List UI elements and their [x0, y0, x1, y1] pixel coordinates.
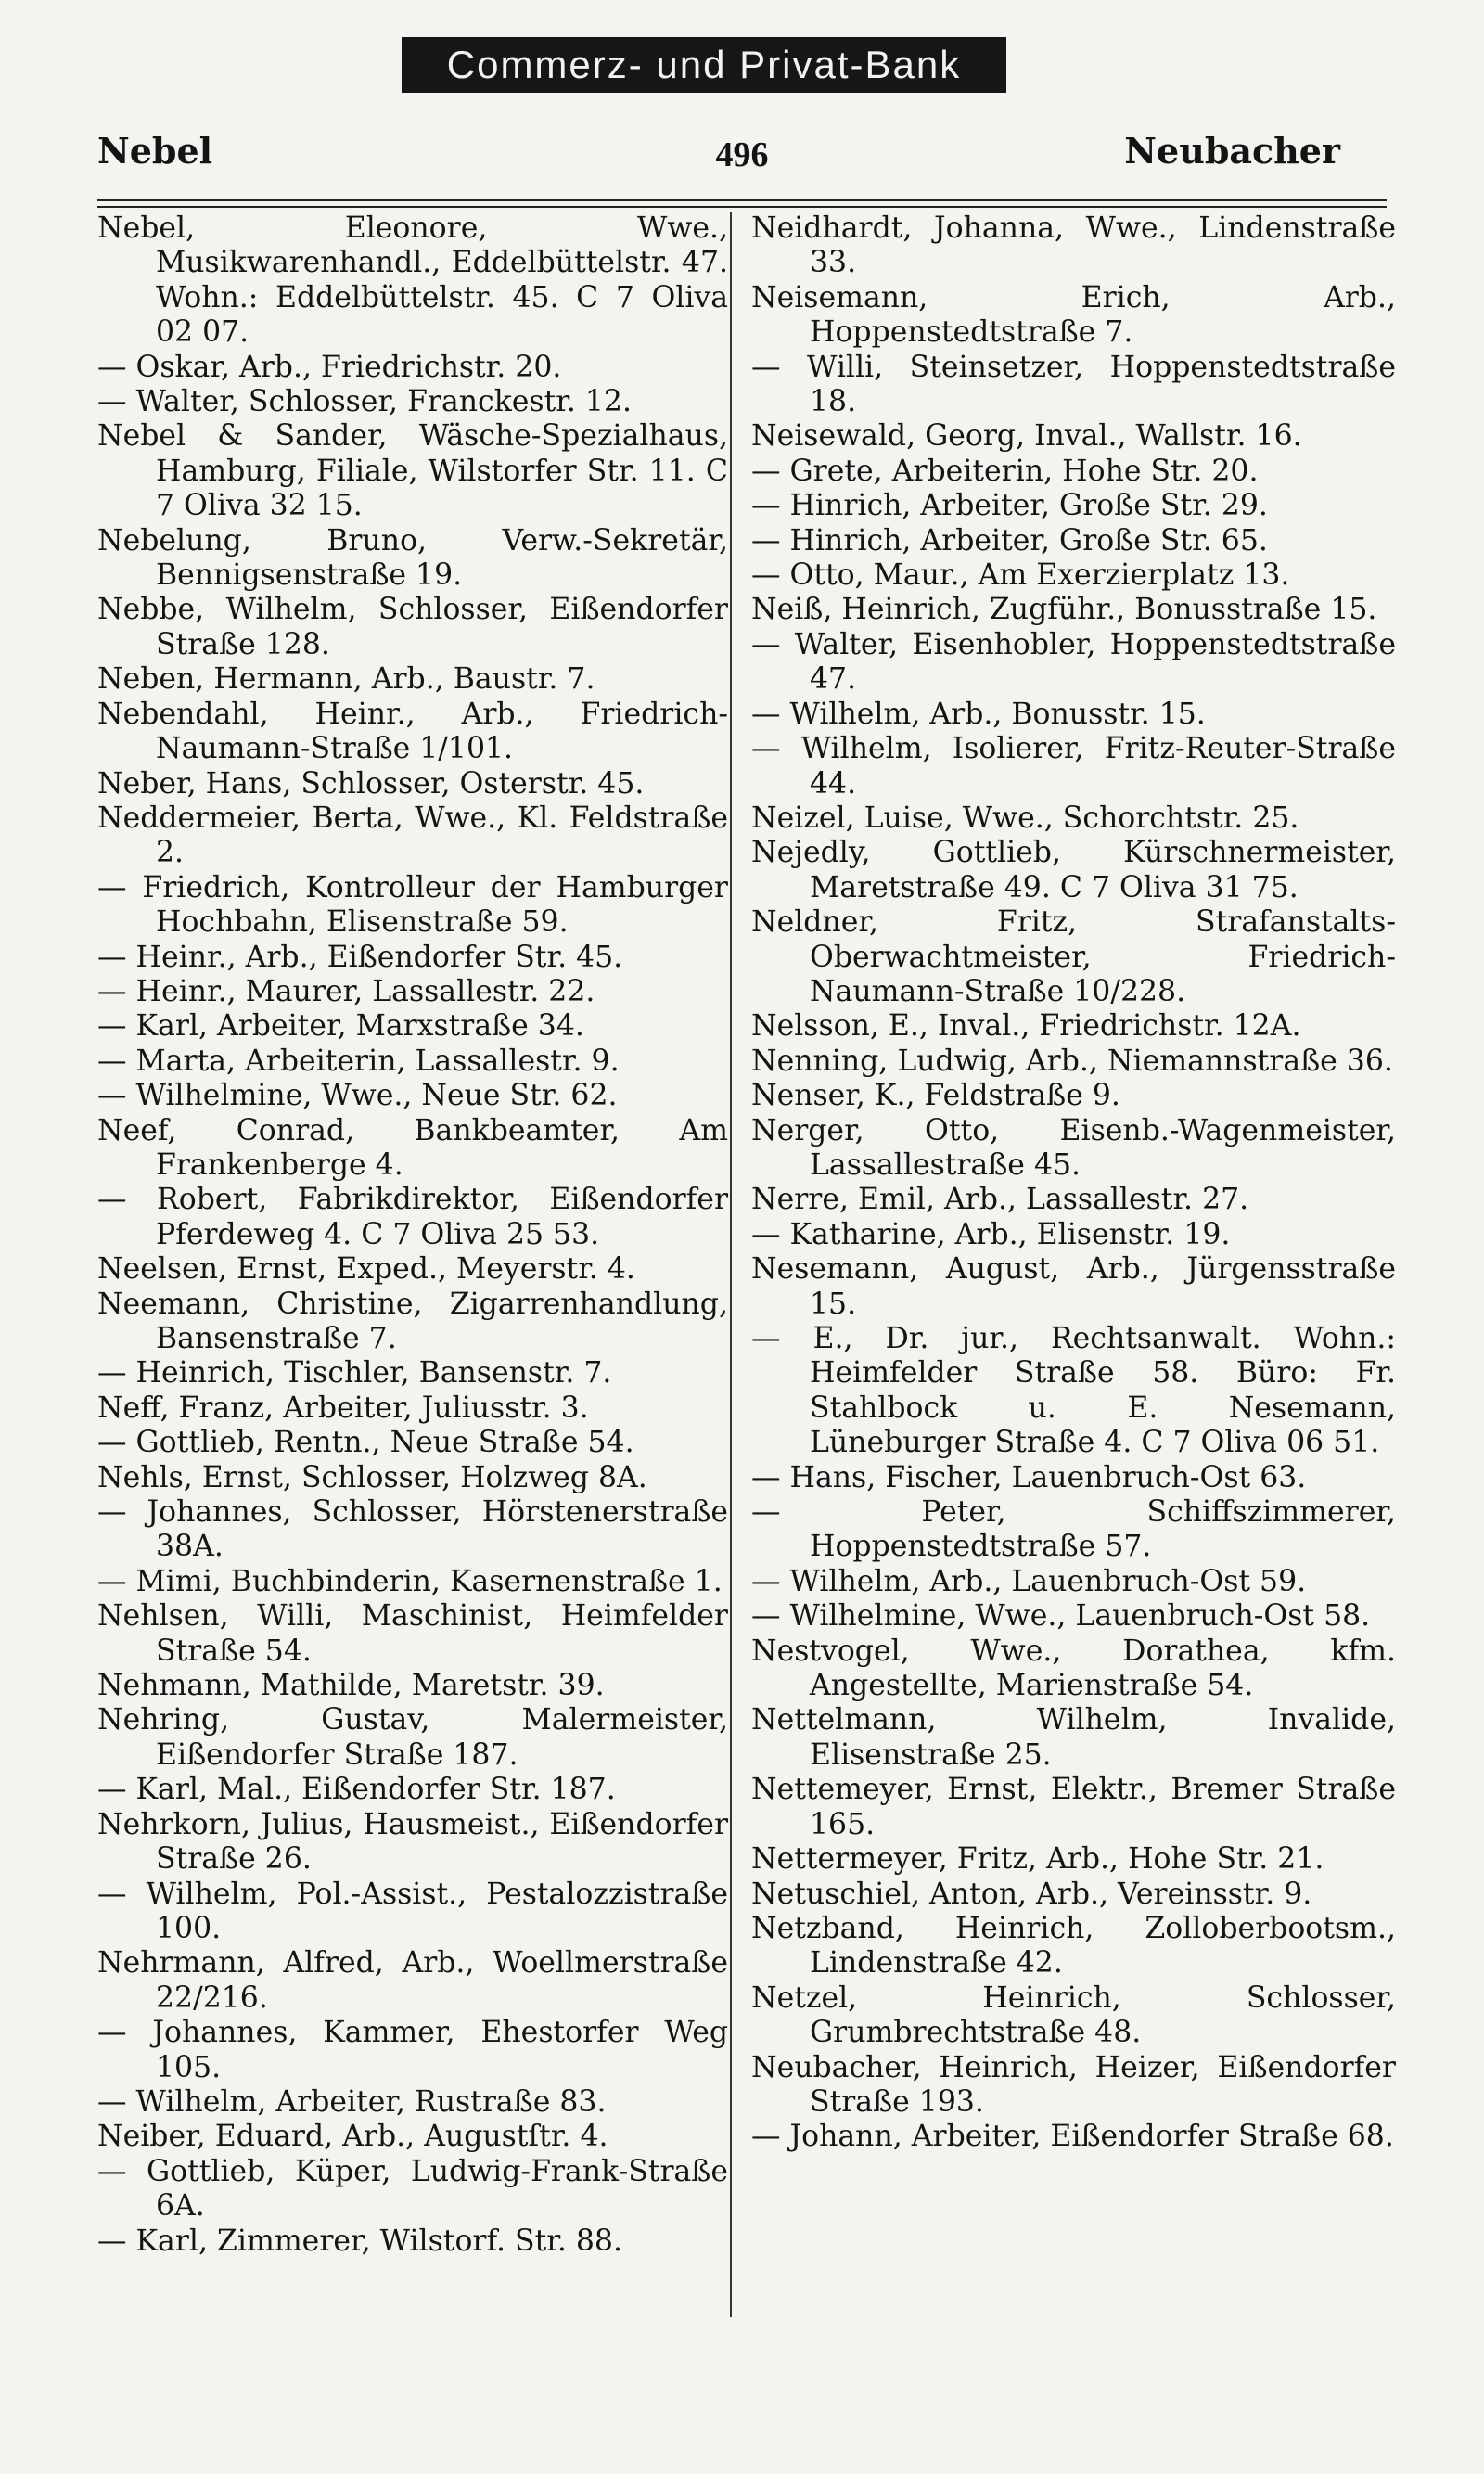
directory-entry: Neubacher, Heinrich, Heizer, Eißendorfer Straße 193. — [751, 2050, 1396, 2119]
directory-entry: — Otto, Maur., Am Exerzierplatz 13. — [751, 558, 1290, 593]
directory-entry: Netzel, Heinrich, Schlosser, Grumbrechtstraße 48. — [751, 1980, 1396, 2050]
directory-entry: Nenser, K., Feldstraße 9. — [751, 1079, 1120, 1113]
directory-entry: — Karl, Zimmerer, Wilstorf. Str. 88. — [97, 2224, 622, 2258]
directory-entry: Nehlsen, Willi, Maschinist, Heimfelder Straße 54. — [97, 1599, 728, 1668]
directory-entry: — Wilhelmine, Wwe., Neue Str. 62. — [97, 1079, 618, 1113]
directory-entry: — Wilhelmine, Wwe., Lauenbruch-Ost 58. — [751, 1599, 1371, 1634]
header-rule-top — [97, 199, 1387, 201]
directory-entry: — Johannes, Kammer, Ehestorfer Weg 105. — [97, 2016, 728, 2084]
directory-entry: — Walter, Eisenhobler, Hoppenstedtstraße 47. — [751, 627, 1396, 697]
directory-entry: — Walter, Schlosser, Franckestr. 12. — [97, 385, 632, 419]
directory-entry: — Hinrich, Arbeiter, Große Str. 29. — [751, 489, 1268, 523]
directory-entry: Nerger, Otto, Eisenb.-Wagenmeister, Lassallestraße 45. — [751, 1113, 1396, 1182]
directory-entry: — Marta, Arbeiterin, Lassallestr. 9. — [97, 1044, 620, 1078]
directory-entry: — Wilhelm, Arbeiter, Rustraße 83. — [97, 2084, 607, 2119]
running-head-left: Nebel — [97, 130, 213, 172]
directory-entry: — Grete, Arbeiterin, Hohe Str. 20. — [751, 454, 1259, 488]
directory-entry: Nettermeyer, Fritz, Arb., Hohe Str. 21. — [751, 1842, 1324, 1877]
directory-entry: Nebendahl, Heinr., Arb., Friedrich-Naumann-Straße 1/101. — [97, 697, 728, 766]
column-divider — [730, 212, 732, 2317]
directory-entry: Nettemeyer, Ernst, Elektr., Bremer Straße 165. — [751, 1773, 1396, 1841]
directory-entry: — Peter, Schiffszimmerer, Hoppenstedtstraße 57. — [751, 1495, 1396, 1564]
directory-entry: — Hans, Fischer, Lauenbruch-Ost 63. — [751, 1460, 1307, 1494]
bank-banner-text: Commerz- und Privat-Bank — [446, 43, 962, 86]
directory-entry: Neiber, Eduard, Arb., Augustſtr. 4. — [97, 2120, 608, 2154]
directory-entry: Neben, Hermann, Arb., Baustr. 7. — [97, 662, 595, 697]
page-number: 496 — [715, 135, 769, 174]
directory-entry: — Karl, Mal., Eißendorfer Str. 187. — [97, 1773, 616, 1807]
directory-entry: — Katharine, Arb., Elisenstr. 19. — [751, 1217, 1231, 1251]
directory-entry: Nenning, Ludwig, Arb., Niemannstraße 36. — [751, 1044, 1393, 1078]
directory-entry: — Karl, Arbeiter, Marxstraße 34. — [97, 1009, 584, 1044]
directory-entry: Nerre, Emil, Arb., Lassallestr. 27. — [751, 1183, 1249, 1217]
directory-entry: — Friedrich, Kontrolleur der Hamburger Hochbahn, Elisenstraße 59. — [97, 870, 728, 940]
running-head-right: Neubacher — [1124, 130, 1340, 172]
directory-entry: Neber, Hans, Schlosser, Osterstr. 45. — [97, 766, 645, 801]
directory-entry: — Gottlieb, Rentn., Neue Straße 54. — [97, 1426, 634, 1460]
directory-entry: Neef, Conrad, Bankbeamter, Am Frankenberge 4. — [97, 1113, 728, 1182]
directory-entry: Neddermeier, Berta, Wwe., Kl. Feldstraße 2. — [97, 801, 728, 870]
directory-entry: — Willi, Steinsetzer, Hoppenstedtstraße 18. — [751, 350, 1396, 419]
left-column — [97, 212, 728, 2259]
directory-entry: — Wilhelm, Arb., Bonusstr. 15. — [751, 697, 1206, 731]
directory-entry: Netzband, Heinrich, Zolloberbootsm., Lindenstraße 42. — [751, 1911, 1396, 1980]
directory-entry: Nebbe, Wilhelm, Schlosser, Eißendorfer Straße 128. — [97, 593, 728, 661]
directory-entry: Neisemann, Erich, Arb., Hoppenstedtstraße 7. — [751, 280, 1396, 350]
right-column — [751, 212, 1396, 2155]
bank-banner — [402, 37, 1006, 93]
directory-entry: Nehls, Ernst, Schlosser, Holzweg 8A. — [97, 1460, 647, 1494]
directory-entry: Nebelung, Bruno, Verw.-Sekretär, Bennigsenstraße 19. — [97, 523, 728, 593]
directory-entry: — Johann, Arbeiter, Eißendorfer Straße 68. — [751, 2120, 1394, 2154]
directory-entry: — Heinrich, Tischler, Bansenstr. 7. — [97, 1356, 612, 1391]
directory-entry: Nehrmann, Alfred, Arb., Woellmerstraße 22/216. — [97, 1946, 728, 2015]
directory-entry: Nettelmann, Wilhelm, Invalide, Elisenstraße 25. — [751, 1703, 1396, 1772]
directory-entry: — Wilhelm, Isolierer, Fritz-Reuter-Straße 44. — [751, 732, 1396, 801]
directory-entry: — Heinr., Maurer, Lassallestr. 22. — [97, 974, 595, 1008]
directory-entry: Nesemann, August, Arb., Jürgensstraße 15. — [751, 1252, 1396, 1321]
directory-entry: — Wilhelm, Pol.-Assist., Pestalozzistraße 100. — [97, 1877, 728, 1945]
directory-entry: — Robert, Fabrikdirektor, Eißendorfer Pferdeweg 4. C 7 Oliva 25 53. — [97, 1183, 728, 1251]
directory-entry: Nestvogel, Wwe., Dorathea, kfm. Angestellte, Marienstraße 54. — [751, 1634, 1396, 1703]
directory-entry: Nebel & Sander, Wäsche-Spezialhaus, Hamburg, Filiale, Wilstorfer Str. 11. C 7 Oliva 32 15. — [97, 419, 728, 523]
directory-entry: Neemann, Christine, Zigarrenhandlung, Bansenstraße 7. — [97, 1287, 728, 1355]
directory-entry: — Johannes, Schlosser, Hörstenerstraße 38A. — [97, 1495, 728, 1564]
directory-entry: — Heinr., Arb., Eißendorfer Str. 45. — [97, 940, 623, 974]
directory-entry: Neisewald, Georg, Inval., Wallstr. 16. — [751, 419, 1302, 454]
directory-entry: Nehmann, Mathilde, Maretstr. 39. — [97, 1669, 605, 1703]
directory-entry: — Oskar, Arb., Friedrichstr. 20. — [97, 350, 562, 384]
directory-entry: — Wilhelm, Arb., Lauenbruch-Ost 59. — [751, 1564, 1307, 1598]
directory-entry: Nelsson, E., Inval., Friedrichstr. 12A. — [751, 1009, 1301, 1044]
directory-entry: Neidhardt, Johanna, Wwe., Lindenstraße 33. — [751, 212, 1396, 280]
directory-entry: Nehring, Gustav, Malermeister, Eißendorfer Straße 187. — [97, 1703, 728, 1772]
directory-entry: Neldner, Fritz, Strafanstalts-Oberwachtmeister, Friedrich-Naumann-Straße 10/228. — [751, 905, 1396, 1008]
directory-entry: Nejedly, Gottlieb, Kürschnermeister, Maretstraße 49. C 7 Oliva 31 75. — [751, 836, 1396, 904]
directory-entry: Nehrkorn, Julius, Hausmeist., Eißendorfer Straße 26. — [97, 1807, 728, 1877]
directory-entry: — E., Dr. jur., Rechtsanwalt. Wohn.: Heimfelder Straße 58. Büro: Fr. Stahlbock u. E. Nesemann, Lüneburger Straße 4. C 7 Oliva 06 51. — [751, 1322, 1396, 1460]
directory-entry: Neizel, Luise, Wwe., Schorchtstr. 25. — [751, 801, 1299, 835]
directory-entry: Neelsen, Ernst, Exped., Meyerstr. 4. — [97, 1252, 635, 1287]
header-rule-bottom — [97, 206, 1387, 208]
directory-entry: Neff, Franz, Arbeiter, Juliusstr. 3. — [97, 1391, 589, 1425]
directory-entry: — Mimi, Buchbinderin, Kasernenstraße 1. — [97, 1564, 723, 1598]
directory-entry: Netuschiel, Anton, Arb., Vereinsstr. 9. — [751, 1877, 1312, 1911]
directory-entry: Nebel, Eleonore, Wwe., Musikwarenhandl., Eddelbüttelstr. 47. Wohn.: Eddelbüttelstr. 45. C 7 Oliva 02 07. — [97, 212, 728, 350]
directory-entry: Neiß, Heinrich, Zugführ., Bonusstraße 15. — [751, 593, 1377, 627]
directory-entry: — Gottlieb, Küper, Ludwig-Frank-Straße 6A. — [97, 2154, 728, 2224]
directory-entry: — Hinrich, Arbeiter, Große Str. 65. — [751, 523, 1268, 558]
